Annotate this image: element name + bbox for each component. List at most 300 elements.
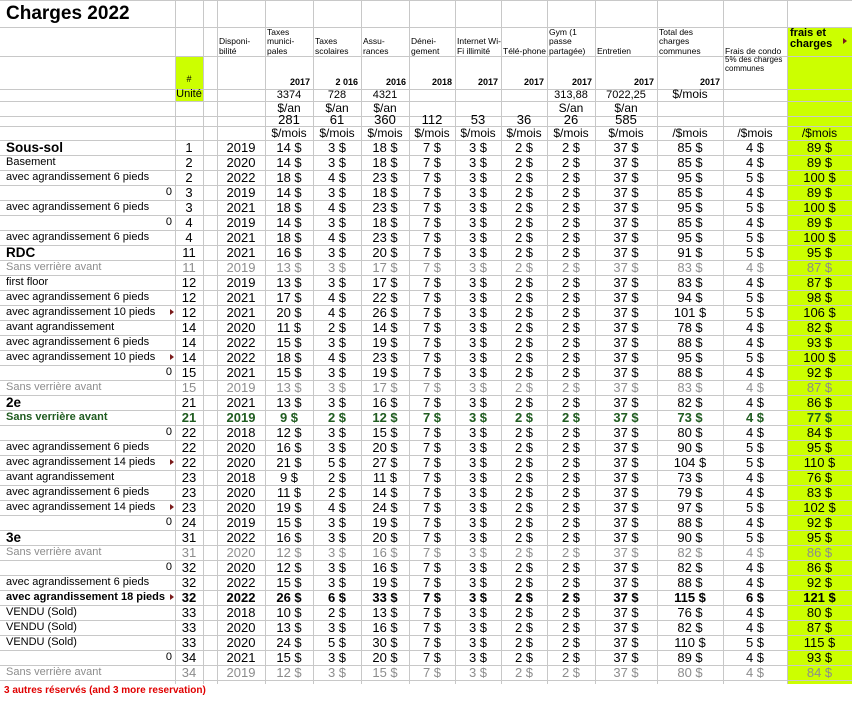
amount-cell[interactable]: 37 $ — [613, 335, 639, 350]
amount-cell[interactable]: 110 $ — [803, 455, 836, 470]
amount-cell[interactable]: 22 $ — [372, 290, 398, 305]
unit-number[interactable]: 34 — [181, 665, 197, 680]
amount-cell[interactable]: 7 $ — [422, 440, 442, 455]
row-label[interactable]: 0 — [165, 426, 172, 438]
amount-cell[interactable]: 7 $ — [422, 425, 442, 440]
amount-cell[interactable]: 14 $ — [276, 185, 302, 200]
amount-cell[interactable]: 2 $ — [514, 155, 534, 170]
sheet-title[interactable]: Charges 2022 — [6, 3, 130, 24]
amount-cell[interactable]: 2 $ — [561, 560, 581, 575]
amount-cell[interactable]: 2 $ — [561, 620, 581, 635]
amount-cell[interactable]: 4 $ — [745, 365, 765, 380]
amount-cell[interactable]: 7 $ — [422, 140, 442, 155]
unit-number[interactable]: 21 — [181, 410, 197, 425]
amount-cell[interactable]: 15 $ — [372, 425, 398, 440]
amount-cell[interactable]: 15 $ — [276, 575, 302, 590]
amount-cell[interactable]: 7 $ — [422, 635, 442, 650]
year-available[interactable]: 2019 — [226, 185, 256, 200]
amount-cell[interactable]: 37 $ — [613, 170, 639, 185]
amount-cell[interactable]: 37 $ — [613, 215, 639, 230]
amount-cell[interactable]: 16 $ — [372, 620, 398, 635]
year-available[interactable]: 2021 — [226, 365, 256, 380]
amount-cell[interactable]: 16 $ — [372, 560, 398, 575]
year-cell[interactable]: 2017 — [633, 77, 654, 87]
amount-cell[interactable]: 86 $ — [806, 395, 833, 410]
unit-number[interactable]: 23 — [181, 485, 197, 500]
amount-cell[interactable]: 7 $ — [422, 335, 442, 350]
row-label[interactable]: avec agrandissement 6 pieds — [6, 336, 150, 348]
amount-cell[interactable]: 82 $ — [677, 545, 703, 560]
row-label[interactable]: 3e — [6, 530, 22, 545]
amount-cell[interactable]: 5 $ — [327, 635, 347, 650]
amount-cell[interactable]: 90 $ — [677, 440, 703, 455]
amount-cell[interactable]: 23 $ — [372, 230, 398, 245]
header-deneigement[interactable]: Dénei-gement — [411, 36, 440, 56]
amount-cell[interactable]: 7 $ — [422, 620, 442, 635]
amount-cell[interactable]: 3 $ — [468, 665, 488, 680]
amount-cell[interactable]: 2 $ — [561, 245, 581, 260]
amount-cell[interactable]: 7 $ — [422, 380, 442, 395]
year-available[interactable]: 2018 — [226, 425, 256, 440]
monthly-average[interactable]: 585 — [615, 113, 637, 126]
unit-number[interactable]: 34 — [181, 650, 197, 665]
header-assurances[interactable]: Assu-rances — [363, 36, 389, 56]
amount-cell[interactable]: 2 $ — [561, 650, 581, 665]
year-available[interactable]: 2020 — [226, 485, 256, 500]
amount-cell[interactable]: 2 $ — [514, 275, 534, 290]
amount-cell[interactable]: 4 $ — [745, 665, 765, 680]
amount-cell[interactable]: 3 $ — [468, 620, 488, 635]
amount-cell[interactable]: 2 $ — [561, 230, 581, 245]
amount-cell[interactable]: 13 $ — [276, 260, 302, 275]
amount-cell[interactable]: 7 $ — [422, 155, 442, 170]
amount-cell[interactable]: 14 $ — [276, 215, 302, 230]
amount-cell[interactable]: 98 $ — [806, 290, 833, 305]
row-label[interactable]: Basement — [6, 156, 56, 168]
amount-cell[interactable]: 2 $ — [514, 500, 534, 515]
header-taxes_scol[interactable]: Taxes scolaires — [315, 36, 349, 56]
amount-cell[interactable]: 20 $ — [372, 440, 398, 455]
amount-cell[interactable]: 4 $ — [745, 395, 765, 410]
year-available[interactable]: 2019 — [226, 380, 256, 395]
annual-amount[interactable]: 728 — [327, 89, 347, 101]
amount-cell[interactable]: 2 $ — [514, 305, 534, 320]
amount-cell[interactable]: 3 $ — [468, 305, 488, 320]
amount-cell[interactable]: 2 $ — [561, 200, 581, 215]
amount-cell[interactable]: 37 $ — [613, 155, 639, 170]
amount-cell[interactable]: 2 $ — [327, 605, 347, 620]
amount-cell[interactable]: 80 $ — [677, 425, 703, 440]
amount-cell[interactable]: 7 $ — [422, 545, 442, 560]
amount-cell[interactable]: 82 $ — [806, 320, 833, 335]
amount-cell[interactable]: 5 $ — [745, 290, 765, 305]
unit-label[interactable]: $/mois — [506, 126, 542, 140]
unit-number[interactable]: 12 — [181, 290, 197, 305]
unit-number[interactable]: 12 — [181, 305, 197, 320]
amount-cell[interactable]: 3 $ — [468, 500, 488, 515]
amount-cell[interactable]: 92 $ — [806, 515, 833, 530]
amount-cell[interactable]: 4 $ — [327, 305, 347, 320]
amount-cell[interactable]: 3 $ — [468, 335, 488, 350]
year-available[interactable]: 2022 — [226, 335, 256, 350]
amount-cell[interactable]: 115 $ — [803, 635, 836, 650]
amount-cell[interactable]: 2 $ — [514, 290, 534, 305]
amount-cell[interactable]: 85 $ — [677, 215, 703, 230]
amount-cell[interactable]: 37 $ — [613, 500, 639, 515]
unit-number[interactable]: 33 — [181, 620, 197, 635]
monthly-average[interactable]: 360 — [374, 113, 396, 126]
amount-cell[interactable]: 2 $ — [561, 350, 581, 365]
amount-cell[interactable]: 87 $ — [806, 620, 833, 635]
amount-cell[interactable]: 89 $ — [806, 140, 833, 155]
row-label[interactable]: avant agrandissement — [6, 321, 115, 333]
amount-cell[interactable]: 2 $ — [514, 515, 534, 530]
amount-cell[interactable]: 37 $ — [613, 530, 639, 545]
year-available[interactable]: 2020 — [226, 455, 256, 470]
amount-cell[interactable]: 89 $ — [677, 650, 703, 665]
amount-cell[interactable]: 95 $ — [677, 170, 703, 185]
amount-cell[interactable]: 101 $ — [673, 305, 707, 320]
row-label[interactable]: avec agrandissement 6 pieds — [6, 201, 150, 213]
year-cell[interactable]: 2017 — [571, 77, 592, 87]
unit-number[interactable]: 32 — [181, 560, 197, 575]
amount-cell[interactable]: 100 $ — [803, 230, 836, 245]
unit-label[interactable]: $/mois — [271, 126, 307, 140]
amount-cell[interactable]: 2 $ — [514, 545, 534, 560]
amount-cell[interactable]: 3 $ — [327, 560, 347, 575]
amount-cell[interactable]: 95 $ — [677, 350, 703, 365]
annual-amount[interactable]: 7022,25 — [606, 89, 646, 101]
amount-cell[interactable]: 3 $ — [468, 530, 488, 545]
amount-cell[interactable]: 2 $ — [514, 365, 534, 380]
amount-cell[interactable]: 82 $ — [677, 560, 703, 575]
amount-cell[interactable]: 5 $ — [745, 440, 765, 455]
amount-cell[interactable]: 7 $ — [422, 410, 442, 425]
amount-cell[interactable]: 16 $ — [276, 530, 302, 545]
amount-cell[interactable]: 3 $ — [327, 185, 347, 200]
amount-cell[interactable]: 4 $ — [745, 185, 765, 200]
amount-cell[interactable]: 3 $ — [327, 260, 347, 275]
unit-number[interactable]: 24 — [181, 515, 197, 530]
year-available[interactable]: 2022 — [226, 575, 256, 590]
per-year-label[interactable]: $/an — [277, 101, 301, 115]
amount-cell[interactable]: 2 $ — [514, 635, 534, 650]
amount-cell[interactable]: 83 $ — [806, 485, 833, 500]
amount-cell[interactable]: 2 $ — [514, 200, 534, 215]
amount-cell[interactable]: 87 $ — [806, 260, 833, 275]
amount-cell[interactable]: 89 $ — [806, 155, 833, 170]
amount-cell[interactable]: 2 $ — [561, 395, 581, 410]
amount-cell[interactable]: 2 $ — [514, 590, 534, 605]
year-available[interactable]: 2018 — [226, 605, 256, 620]
amount-cell[interactable]: 2 $ — [514, 380, 534, 395]
amount-cell[interactable]: 14 $ — [276, 155, 302, 170]
row-label[interactable]: avec agrandissement 6 pieds — [6, 231, 150, 243]
unit-number[interactable]: 22 — [181, 440, 197, 455]
amount-cell[interactable]: 5 $ — [745, 200, 765, 215]
unit-header-hash[interactable]: # — [186, 74, 192, 84]
amount-cell[interactable]: 2 $ — [514, 620, 534, 635]
unit-number[interactable]: 2 — [185, 170, 193, 185]
amount-cell[interactable]: 2 $ — [561, 485, 581, 500]
amount-cell[interactable]: 5 $ — [745, 455, 765, 470]
year-cell[interactable]: 2017 — [523, 77, 544, 87]
amount-cell[interactable]: 2 $ — [561, 305, 581, 320]
amount-cell[interactable]: 14 $ — [276, 140, 302, 155]
amount-cell[interactable]: 3 $ — [468, 215, 488, 230]
year-cell[interactable]: 2016 — [385, 77, 406, 87]
amount-cell[interactable]: 3 $ — [327, 395, 347, 410]
amount-cell[interactable]: 5 $ — [327, 455, 347, 470]
unit-number[interactable]: 1 — [185, 140, 193, 155]
row-label[interactable]: 0 — [165, 216, 172, 228]
amount-cell[interactable]: 88 $ — [677, 335, 703, 350]
amount-cell[interactable]: 3 $ — [468, 455, 488, 470]
amount-cell[interactable]: 7 $ — [422, 485, 442, 500]
amount-cell[interactable]: 95 $ — [806, 245, 833, 260]
amount-cell[interactable]: 37 $ — [613, 350, 639, 365]
amount-cell[interactable]: 2 $ — [514, 650, 534, 665]
amount-cell[interactable]: 12 $ — [276, 425, 302, 440]
amount-cell[interactable]: 2 $ — [561, 455, 581, 470]
year-available[interactable]: 2020 — [226, 500, 256, 515]
amount-cell[interactable]: 3 $ — [468, 230, 488, 245]
per-year-label[interactable]: $/an — [325, 101, 349, 115]
amount-cell[interactable]: 84 $ — [806, 425, 833, 440]
amount-cell[interactable]: 18 $ — [372, 155, 398, 170]
amount-cell[interactable]: 3 $ — [468, 545, 488, 560]
amount-cell[interactable]: 7 $ — [422, 515, 442, 530]
amount-cell[interactable]: 13 $ — [276, 380, 302, 395]
amount-cell[interactable]: 3 $ — [327, 365, 347, 380]
year-available[interactable]: 2022 — [226, 170, 256, 185]
amount-cell[interactable]: 37 $ — [613, 575, 639, 590]
amount-cell[interactable]: 76 $ — [677, 605, 703, 620]
amount-cell[interactable]: 97 $ — [677, 500, 703, 515]
amount-cell[interactable]: 3 $ — [468, 200, 488, 215]
amount-cell[interactable]: 20 $ — [372, 245, 398, 260]
year-cell[interactable]: 2017 — [289, 77, 310, 87]
row-label[interactable]: VENDU (Sold) — [6, 621, 77, 633]
amount-cell[interactable]: 2 $ — [561, 275, 581, 290]
amount-cell[interactable]: 87 $ — [806, 275, 833, 290]
year-available[interactable]: 2019 — [226, 140, 256, 155]
row-label[interactable]: avec agrandissement 6 pieds — [6, 291, 150, 303]
amount-cell[interactable]: 3 $ — [468, 185, 488, 200]
amount-cell[interactable]: 95 $ — [677, 230, 703, 245]
amount-cell[interactable]: 2 $ — [327, 320, 347, 335]
row-label[interactable]: 0 — [165, 186, 172, 198]
amount-cell[interactable]: 7 $ — [422, 245, 442, 260]
amount-cell[interactable]: 3 $ — [468, 260, 488, 275]
amount-cell[interactable]: 3 $ — [468, 395, 488, 410]
amount-cell[interactable]: 3 $ — [468, 290, 488, 305]
amount-cell[interactable]: 20 $ — [372, 530, 398, 545]
amount-cell[interactable]: 100 $ — [803, 350, 836, 365]
amount-cell[interactable]: 7 $ — [422, 260, 442, 275]
amount-cell[interactable]: 3 $ — [327, 380, 347, 395]
amount-cell[interactable]: 7 $ — [422, 500, 442, 515]
monthly-average[interactable]: 36 — [516, 113, 532, 126]
amount-cell[interactable]: 77 $ — [806, 410, 833, 425]
year-available[interactable]: 2019 — [226, 410, 256, 425]
amount-cell[interactable]: 92 $ — [806, 365, 833, 380]
amount-cell[interactable]: 83 $ — [677, 275, 703, 290]
amount-cell[interactable]: 7 $ — [422, 185, 442, 200]
amount-cell[interactable]: 3 $ — [468, 140, 488, 155]
row-label[interactable]: avec agrandissement 6 pieds — [6, 171, 150, 183]
amount-cell[interactable]: 2 $ — [561, 380, 581, 395]
unit-label[interactable]: /$mois — [801, 126, 838, 140]
amount-cell[interactable]: 3 $ — [468, 575, 488, 590]
amount-cell[interactable]: 2 $ — [561, 530, 581, 545]
amount-cell[interactable]: 3 $ — [468, 515, 488, 530]
amount-cell[interactable]: 83 $ — [677, 380, 703, 395]
amount-cell[interactable]: 4 $ — [745, 410, 765, 425]
amount-cell[interactable]: 37 $ — [613, 245, 639, 260]
amount-cell[interactable]: 9 $ — [279, 470, 299, 485]
year-available[interactable]: 2020 — [226, 545, 256, 560]
amount-cell[interactable]: 7 $ — [422, 395, 442, 410]
header-entretien[interactable]: Entretien — [597, 45, 632, 56]
header-dispo[interactable]: Disponi-bilité — [219, 36, 251, 56]
amount-cell[interactable]: 2 $ — [561, 665, 581, 680]
amount-cell[interactable]: 5 $ — [745, 245, 765, 260]
monthly-average[interactable]: 53 — [470, 113, 486, 126]
amount-cell[interactable]: 73 $ — [677, 410, 703, 425]
unit-number[interactable]: 32 — [181, 575, 197, 590]
row-label[interactable]: 0 — [165, 561, 172, 573]
amount-cell[interactable]: 23 $ — [372, 170, 398, 185]
amount-cell[interactable]: 2 $ — [514, 410, 534, 425]
condo-note[interactable]: 5% des charges communes — [725, 56, 783, 73]
amount-cell[interactable]: 33 $ — [372, 590, 398, 605]
amount-cell[interactable]: 2 $ — [561, 470, 581, 485]
monthly-average[interactable]: 112 — [421, 113, 443, 126]
amount-cell[interactable]: 100 $ — [803, 200, 836, 215]
amount-cell[interactable]: 13 $ — [276, 395, 302, 410]
year-available[interactable]: 2022 — [226, 530, 256, 545]
amount-cell[interactable]: 3 $ — [327, 155, 347, 170]
amount-cell[interactable]: 37 $ — [613, 395, 639, 410]
row-label[interactable]: VENDU (Sold) — [6, 606, 77, 618]
amount-cell[interactable]: 7 $ — [422, 530, 442, 545]
year-available[interactable]: 2021 — [226, 200, 256, 215]
amount-cell[interactable]: 95 $ — [806, 530, 833, 545]
amount-cell[interactable]: 37 $ — [613, 515, 639, 530]
year-cell[interactable]: 2017 — [699, 77, 720, 87]
unit-number[interactable]: 4 — [185, 230, 193, 245]
amount-cell[interactable]: 7 $ — [422, 365, 442, 380]
amount-cell[interactable]: 4 $ — [745, 545, 765, 560]
amount-cell[interactable]: 3 $ — [468, 320, 488, 335]
amount-cell[interactable]: 6 $ — [327, 590, 347, 605]
amount-cell[interactable]: 4 $ — [745, 335, 765, 350]
amount-cell[interactable]: 88 $ — [677, 365, 703, 380]
amount-cell[interactable]: 3 $ — [327, 650, 347, 665]
row-label[interactable]: avec agrandissement 10 pieds — [6, 306, 156, 318]
unit-number[interactable]: 33 — [181, 605, 197, 620]
amount-cell[interactable]: 4 $ — [327, 170, 347, 185]
amount-cell[interactable]: 4 $ — [745, 320, 765, 335]
unit-number[interactable]: 15 — [181, 365, 197, 380]
unit-label[interactable]: $/mois — [414, 126, 450, 140]
amount-cell[interactable]: 3 $ — [468, 590, 488, 605]
amount-cell[interactable]: 93 $ — [806, 650, 833, 665]
unit-number[interactable]: 11 — [182, 260, 196, 275]
amount-cell[interactable]: 3 $ — [468, 470, 488, 485]
amount-cell[interactable]: 85 $ — [677, 185, 703, 200]
amount-cell[interactable]: 12 $ — [372, 410, 398, 425]
amount-cell[interactable]: 18 $ — [276, 230, 302, 245]
row-label[interactable]: avant agrandissement — [6, 471, 115, 483]
amount-cell[interactable]: 37 $ — [613, 260, 639, 275]
amount-cell[interactable]: 7 $ — [422, 560, 442, 575]
amount-cell[interactable]: 3 $ — [468, 245, 488, 260]
unit-number[interactable]: 14 — [181, 320, 197, 335]
amount-cell[interactable]: 73 $ — [677, 470, 703, 485]
amount-cell[interactable]: 37 $ — [613, 290, 639, 305]
amount-cell[interactable]: 2 $ — [514, 230, 534, 245]
year-available[interactable]: 2019 — [226, 515, 256, 530]
amount-cell[interactable]: 100 $ — [803, 170, 836, 185]
amount-cell[interactable]: 2 $ — [561, 335, 581, 350]
amount-cell[interactable]: 104 $ — [673, 455, 707, 470]
header-condo[interactable]: Frais de condo — [725, 45, 782, 56]
amount-cell[interactable]: 88 $ — [677, 515, 703, 530]
amount-cell[interactable]: 2 $ — [514, 470, 534, 485]
amount-cell[interactable]: 2 $ — [561, 320, 581, 335]
header-internet[interactable]: Internet Wi-Fi illimité — [457, 36, 501, 56]
amount-cell[interactable]: 3 $ — [327, 140, 347, 155]
row-label[interactable]: avec agrandissement 6 pieds — [6, 441, 150, 453]
amount-cell[interactable]: 2 $ — [561, 290, 581, 305]
amount-cell[interactable]: 18 $ — [372, 185, 398, 200]
amount-cell[interactable]: 37 $ — [613, 620, 639, 635]
amount-cell[interactable]: 37 $ — [613, 590, 639, 605]
amount-cell[interactable]: 2 $ — [514, 605, 534, 620]
row-label[interactable]: avec agrandissement 14 pieds — [6, 501, 156, 513]
amount-cell[interactable]: 2 $ — [561, 575, 581, 590]
year-available[interactable]: 2021 — [226, 305, 256, 320]
unit-number[interactable]: 22 — [181, 425, 197, 440]
amount-cell[interactable]: 4 $ — [745, 575, 765, 590]
year-cell[interactable]: 2017 — [477, 77, 498, 87]
amount-cell[interactable]: 15 $ — [276, 650, 302, 665]
unit-number[interactable]: 23 — [181, 470, 197, 485]
amount-cell[interactable]: 2 $ — [514, 575, 534, 590]
amount-cell[interactable]: 4 $ — [745, 275, 765, 290]
row-label[interactable]: 2e — [6, 395, 22, 410]
amount-cell[interactable]: 2 $ — [561, 185, 581, 200]
amount-cell[interactable]: 7 $ — [422, 170, 442, 185]
amount-cell[interactable]: 3 $ — [327, 665, 347, 680]
unit-number[interactable]: 21 — [181, 395, 197, 410]
amount-cell[interactable]: 4 $ — [327, 350, 347, 365]
unit-label[interactable]: $/mois — [367, 126, 403, 140]
amount-cell[interactable]: 37 $ — [613, 305, 639, 320]
unit-number[interactable]: 22 — [181, 455, 197, 470]
amount-cell[interactable]: 17 $ — [372, 275, 398, 290]
amount-cell[interactable]: 4 $ — [745, 380, 765, 395]
amount-cell[interactable]: 37 $ — [613, 230, 639, 245]
unit-number[interactable]: 3 — [185, 200, 193, 215]
amount-cell[interactable]: 3 $ — [468, 410, 488, 425]
amount-cell[interactable]: 37 $ — [613, 470, 639, 485]
amount-cell[interactable]: 3 $ — [327, 440, 347, 455]
monthly-average[interactable]: 281 — [278, 113, 300, 126]
amount-cell[interactable]: 121 $ — [803, 590, 836, 605]
